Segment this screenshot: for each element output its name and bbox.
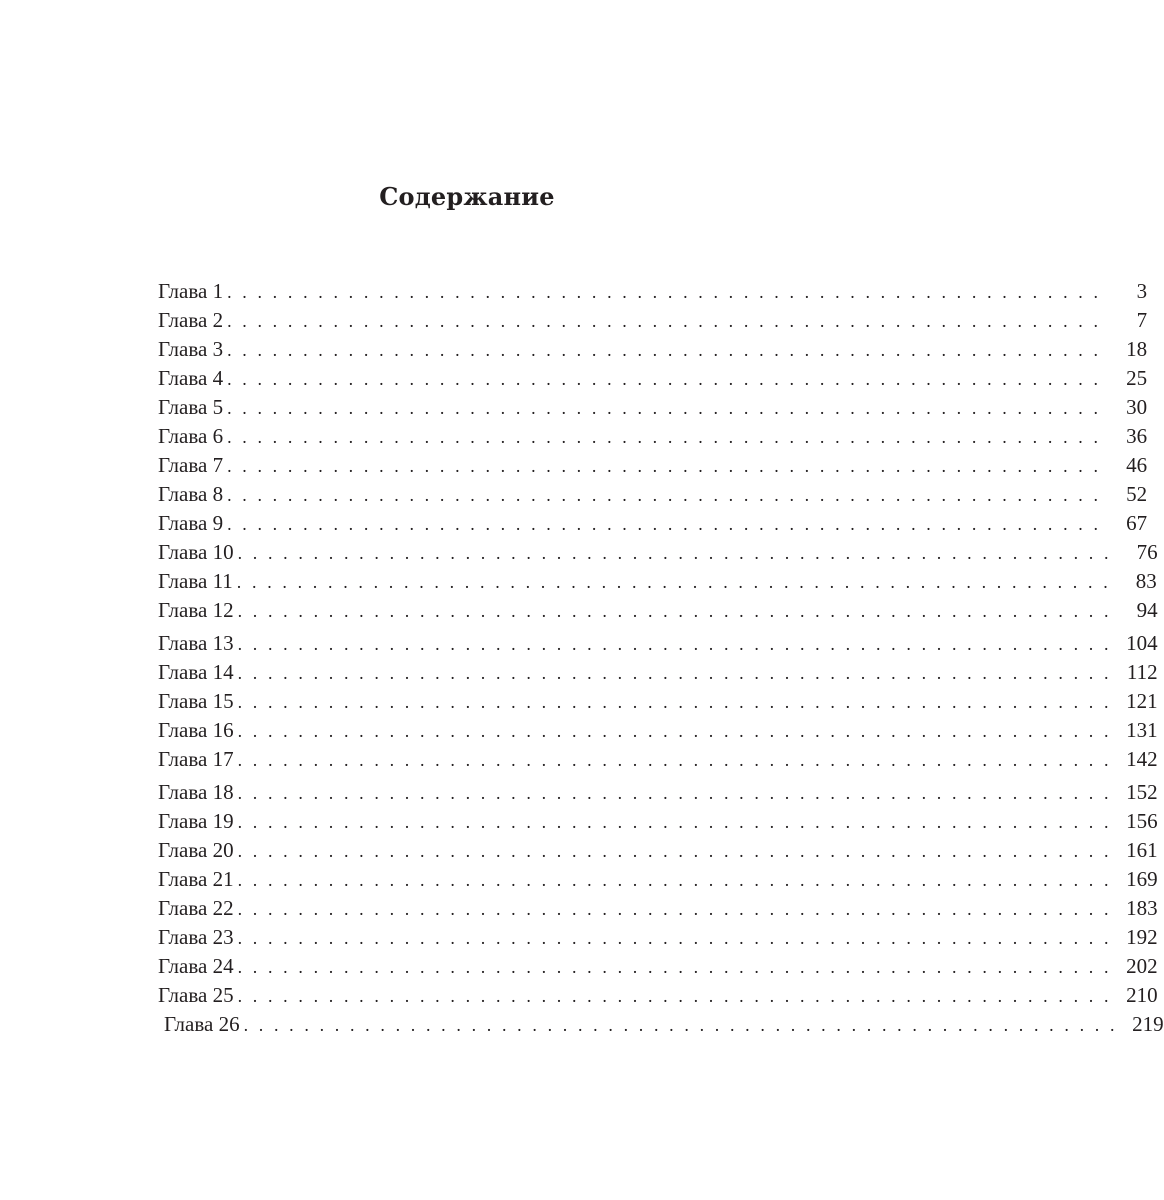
dot-leader: . . . . . . . . . . . . . . . . . . . . . . . . . . . . . . . . . . . . . . . . . . . . . . . . . . . . . . . . . . xyxy=(227,514,1102,534)
dot-leader: . . . . . . . . . . . . . . . . . . . . . . . . . . . . . . . . . . . . . . . . . . . . . . . . . . . . . . . . . . xyxy=(237,721,1112,741)
chapter-label: Глава 5 xyxy=(158,395,224,419)
toc-entry xyxy=(158,306,1148,334)
chapter-label: Глава 10 xyxy=(158,540,234,564)
toc-entry xyxy=(158,687,1158,715)
dot-leader: . . . . . . . . . . . . . . . . . . . . . . . . . . . . . . . . . . . . . . . . . . . . . . . . . . . . . . . . . . xyxy=(237,750,1112,770)
toc-entry xyxy=(158,745,1158,773)
toc-entry xyxy=(158,923,1158,951)
page-number: 7 xyxy=(1136,308,1148,332)
dot-leader: . . . . . . . . . . . . . . . . . . . . . . . . . . . . . . . . . . . . . . . . . . . . . . . . . . . . . . . . . . xyxy=(227,398,1102,418)
chapter-label: Глава 25 xyxy=(158,983,234,1007)
page-number: 183 xyxy=(1126,896,1158,920)
chapter-label: Глава 13 xyxy=(158,631,234,655)
chapter-label: Глава 15 xyxy=(158,689,234,713)
page-number: 104 xyxy=(1126,631,1158,655)
page-number: 169 xyxy=(1126,867,1158,891)
toc-entry xyxy=(158,629,1158,657)
dot-leader: . . . . . . . . . . . . . . . . . . . . . . . . . . . . . . . . . . . . . . . . . . . . . . . . . . . . . . . . . . xyxy=(227,369,1102,389)
toc-entry xyxy=(158,509,1148,537)
toc-entry xyxy=(158,480,1148,508)
chapter-label: Глава 11 xyxy=(158,569,233,593)
dot-leader: . . . . . . . . . . . . . . . . . . . . . . . . . . . . . . . . . . . . . . . . . . . . . . . . . . . . . . . . . . xyxy=(227,340,1102,360)
dot-leader: . . . . . . . . . . . . . . . . . . . . . . . . . . . . . . . . . . . . . . . . . . . . . . . . . . . . . . . . . . xyxy=(237,928,1112,948)
dot-leader: . . . . . . . . . . . . . . . . . . . . . . . . . . . . . . . . . . . . . . . . . . . . . . . . . . . . . . . . . . xyxy=(237,634,1112,654)
chapter-label: Глава 17 xyxy=(158,747,234,771)
page-number: 219 xyxy=(1132,1012,1164,1036)
dot-leader: . . . . . . . . . . . . . . . . . . . . . . . . . . . . . . . . . . . . . . . . . . . . . . . . . . . . . . . . . . xyxy=(237,986,1112,1006)
page-number: 202 xyxy=(1126,954,1158,978)
toc-entry xyxy=(158,364,1148,392)
dot-leader: . . . . . . . . . . . . . . . . . . . . . . . . . . . . . . . . . . . . . . . . . . . . . . . . . . . . . . . . . . xyxy=(236,572,1111,592)
chapter-label: Глава 21 xyxy=(158,867,234,891)
chapter-label: Глава 20 xyxy=(158,838,234,862)
toc-entry xyxy=(158,596,1158,624)
page-number: 76 xyxy=(1136,540,1158,564)
dot-leader: . . . . . . . . . . . . . . . . . . . . . . . . . . . . . . . . . . . . . . . . . . . . . . . . . . . . . . . . . . xyxy=(237,601,1112,621)
page-number: 131 xyxy=(1126,718,1158,742)
chapter-label: Глава 2 xyxy=(158,308,224,332)
page-number: 36 xyxy=(1126,424,1148,448)
dot-leader: . . . . . . . . . . . . . . . . . . . . . . . . . . . . . . . . . . . . . . . . . . . . . . . . . . . . . . . . . . xyxy=(237,812,1112,832)
dot-leader: . . . . . . . . . . . . . . . . . . . . . . . . . . . . . . . . . . . . . . . . . . . . . . . . . . . . . . . . . . xyxy=(237,692,1112,712)
toc-entry xyxy=(158,422,1148,450)
chapter-label: Глава 1 xyxy=(158,279,224,303)
page-number: 192 xyxy=(1126,925,1158,949)
dot-leader: . . . . . . . . . . . . . . . . . . . . . . . . . . . . . . . . . . . . . . . . . . . . . . . . . . . . . . . . . . xyxy=(237,899,1112,919)
page-number: 210 xyxy=(1126,983,1158,1007)
page-number: 18 xyxy=(1126,337,1148,361)
chapter-label: Глава 14 xyxy=(158,660,234,684)
dot-leader: . . . . . . . . . . . . . . . . . . . . . . . . . . . . . . . . . . . . . . . . . . . . . . . . . . . . . . . . . . xyxy=(237,870,1112,890)
page-number: 94 xyxy=(1136,598,1158,622)
toc-entry xyxy=(158,807,1158,835)
toc-entry xyxy=(158,952,1158,980)
chapter-label: Глава 7 xyxy=(158,453,224,477)
page-number: 112 xyxy=(1126,660,1158,684)
dot-leader: . . . . . . . . . . . . . . . . . . . . . . . . . . . . . . . . . . . . . . . . . . . . . . . . . . . . . . . . . . xyxy=(237,841,1112,861)
page-number: 83 xyxy=(1135,569,1157,593)
chapter-label: Глава 6 xyxy=(158,424,224,448)
toc-entry xyxy=(158,778,1158,806)
toc-entry xyxy=(158,716,1158,744)
chapter-label: Глава 23 xyxy=(158,925,234,949)
chapter-label: Глава 19 xyxy=(158,809,234,833)
toc-entry xyxy=(158,567,1157,595)
toc-entry xyxy=(158,335,1148,363)
dot-leader: . . . . . . . . . . . . . . . . . . . . . . . . . . . . . . . . . . . . . . . . . . . . . . . . . . . . . . . . . . xyxy=(227,485,1102,505)
dot-leader: . . . . . . . . . . . . . . . . . . . . . . . . . . . . . . . . . . . . . . . . . . . . . . . . . . . . . . . . . . xyxy=(227,456,1102,476)
chapter-label: Глава 16 xyxy=(158,718,234,742)
toc-entry xyxy=(158,393,1148,421)
dot-leader: . . . . . . . . . . . . . . . . . . . . . . . . . . . . . . . . . . . . . . . . . . . . . . . . . . . . . . . . . . xyxy=(227,311,1102,331)
page-number: 67 xyxy=(1126,511,1148,535)
page-number: 161 xyxy=(1126,838,1158,862)
dot-leader: . . . . . . . . . . . . . . . . . . . . . . . . . . . . . . . . . . . . . . . . . . . . . . . . . . . . . . . . . . xyxy=(227,282,1102,302)
chapter-label: Глава 18 xyxy=(158,780,234,804)
dot-leader: . . . . . . . . . . . . . . . . . . . . . . . . . . . . . . . . . . . . . . . . . . . . . . . . . . . . . . . . . . xyxy=(243,1015,1118,1035)
dot-leader: . . . . . . . . . . . . . . . . . . . . . . . . . . . . . . . . . . . . . . . . . . . . . . . . . . . . . . . . . . xyxy=(237,957,1112,977)
chapter-label: Глава 8 xyxy=(158,482,224,506)
toc-entry xyxy=(158,277,1148,305)
dot-leader: . . . . . . . . . . . . . . . . . . . . . . . . . . . . . . . . . . . . . . . . . . . . . . . . . . . . . . . . . . xyxy=(237,663,1112,683)
page-number: 30 xyxy=(1126,395,1148,419)
page-number: 121 xyxy=(1126,689,1158,713)
toc-entry xyxy=(158,1010,1164,1038)
dot-leader: . . . . . . . . . . . . . . . . . . . . . . . . . . . . . . . . . . . . . . . . . . . . . . . . . . . . . . . . . . xyxy=(237,543,1112,563)
page-number: 156 xyxy=(1126,809,1158,833)
page-number: 46 xyxy=(1126,453,1148,477)
chapter-label: Глава 9 xyxy=(158,511,224,535)
toc-entry xyxy=(158,836,1158,864)
chapter-label: Глава 24 xyxy=(158,954,234,978)
page-number: 52 xyxy=(1126,482,1148,506)
toc-entry xyxy=(158,865,1158,893)
toc-entry xyxy=(158,658,1158,686)
toc-entry xyxy=(158,538,1158,566)
chapter-label: Глава 3 xyxy=(158,337,224,361)
chapter-label: Глава 12 xyxy=(158,598,234,622)
toc-entry xyxy=(158,451,1148,479)
chapter-label: Глава 22 xyxy=(158,896,234,920)
page-number: 142 xyxy=(1126,747,1158,771)
page-number: 25 xyxy=(1126,366,1148,390)
page-number: 3 xyxy=(1136,279,1148,303)
page-title: Содержание xyxy=(379,182,555,211)
chapter-label: Глава 4 xyxy=(158,366,224,390)
toc-entry xyxy=(158,894,1158,922)
page-number: 152 xyxy=(1126,780,1158,804)
dot-leader: . . . . . . . . . . . . . . . . . . . . . . . . . . . . . . . . . . . . . . . . . . . . . . . . . . . . . . . . . . xyxy=(237,783,1112,803)
toc-entry xyxy=(158,981,1158,1009)
dot-leader: . . . . . . . . . . . . . . . . . . . . . . . . . . . . . . . . . . . . . . . . . . . . . . . . . . . . . . . . . . xyxy=(227,427,1102,447)
chapter-label: Глава 26 xyxy=(164,1012,240,1036)
